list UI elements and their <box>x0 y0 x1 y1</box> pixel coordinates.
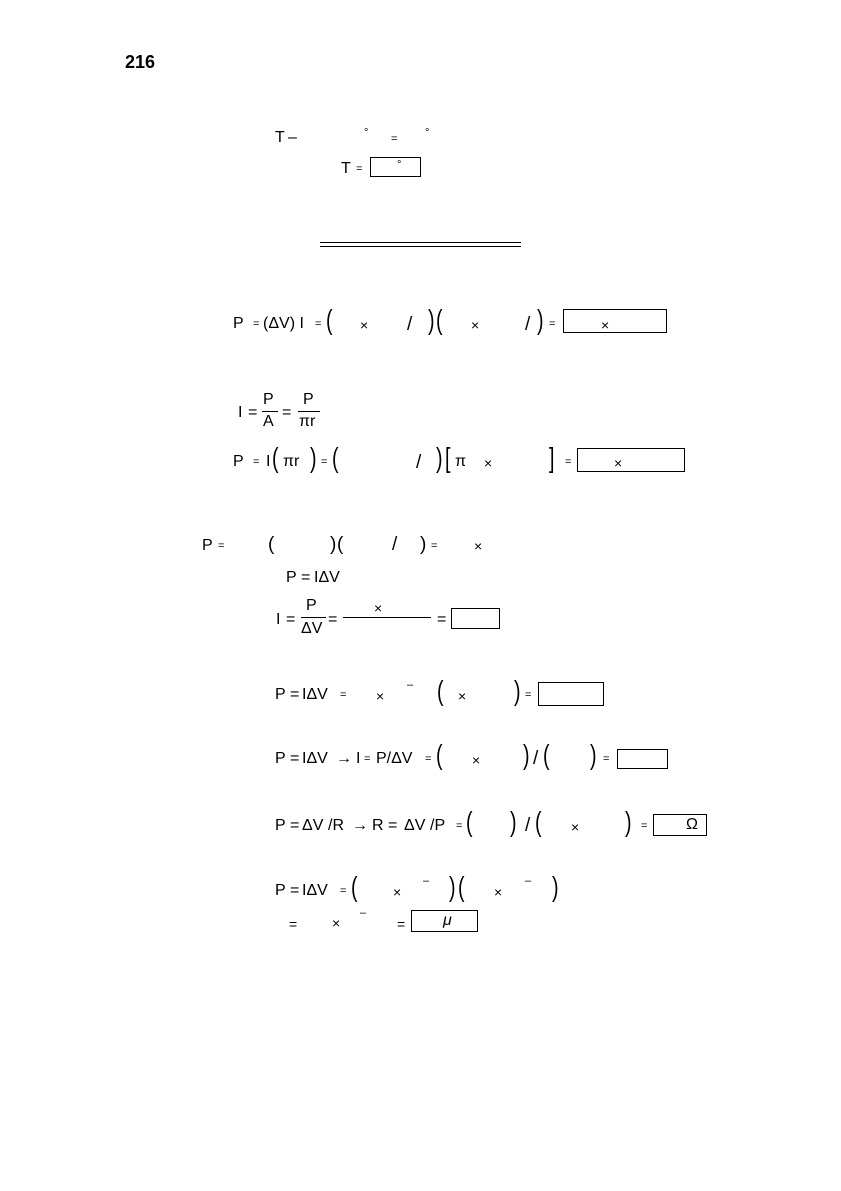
fraction-bar <box>301 617 326 618</box>
answer-box <box>563 309 667 333</box>
fraction-bar <box>262 411 278 412</box>
section-double-rule-top <box>320 242 521 243</box>
fraction-bar <box>343 617 431 618</box>
fraction-bar <box>298 411 320 412</box>
answer-box <box>577 448 685 472</box>
answer-box <box>653 814 707 836</box>
answer-box <box>617 749 668 769</box>
page-number: 216 <box>125 52 156 72</box>
answer-box <box>370 157 421 177</box>
answer-box <box>538 682 604 706</box>
answer-box <box>451 608 500 629</box>
section-double-rule-bottom <box>320 246 521 247</box>
